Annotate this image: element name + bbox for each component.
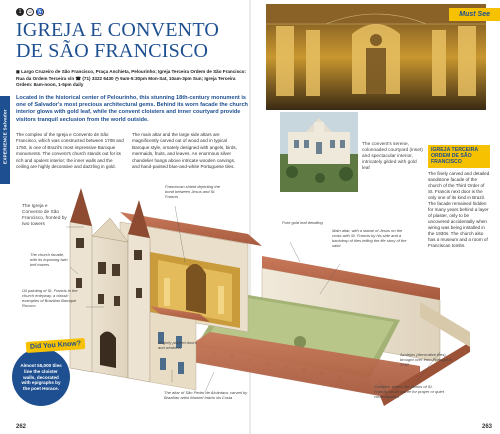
caption-shield: Franciscan shield depicting the bond between Jesus and St. Francis [165,184,220,199]
page-number-left: 262 [16,424,27,430]
page-number-right: 263 [481,424,492,430]
accessibility-icon: ♿ [36,9,44,15]
body-column-1: The complex of the Igreja e Convento de São Francisco, which was constructed between 1708 and 1750, is one of Brazil's most impressive Baroque monuments. The convent's church stands out for its rich and opulent interior; the inner walls and the ceiling are highly decorative and dazzling in gold. [16,132,124,170]
cutaway-illustration [0,182,500,412]
did-you-know-badge: Did You Know? [26,338,86,353]
info-phone: (71) 3322 6430 [82,75,114,81]
caption-gold: Pure gold leaf detailing [282,220,323,225]
body-column-2: The main altar and the large side altars are magnificently carved out of wood and in typical Baroque style, ornately designed with angels, birds, mermaids, fruits, and leaves. An enormous silver chandelier hangs above intricate wooden carvings, and hand-painted blue-and-white Portuguese tiles. [132,132,237,170]
must-see-tag: Must See [449,8,500,21]
info-block [16,69,248,89]
page-title: IGREJA E CONVENTO DE SÃO FRANCISCO [16,19,220,62]
location-icon: ◼ [16,69,20,74]
caption-main-altar: Main altar, with a statue of Jesus on the cross with St. Francis by his side and a backdrop of tiles telling the life story of the saint [332,228,407,248]
info-address: Largo Cruzeiro de São Francisco, Praça Anchieta, Pelourinho; Igreja Terceira Ordem de São Francisco: Rua da Ordem Terceira s/n [16,69,247,81]
sidebox-text: The finely carved and detailed sandstone facade of the church of the Third Order of St. Francis next door is the only one of its kind in Brazil. The facade remained hidden for many years behind a layer of plaster, only to be uncovered accidentally when wiring was being installed in the 1930s. The church also has a museum and a room of Franciscan tombs. [428,170,490,248]
title-markers [16,8,44,16]
caption-azulejos: Azulejos (decorative tiles), brought over from Portugal in 1743 [400,352,452,367]
section-tab [0,96,10,184]
did-you-know-circle [12,348,70,406]
caption-courtyard: The convent's serene, colonnaded courtyard (inset) and spectacular interior, intricately gilded with gold leaf [362,142,423,171]
caption-facade: The church facade, with its imposing twin bell towers [30,252,68,267]
caption-doors: Brightly painted doors and windows [158,340,197,350]
lead-paragraph: Located in the historical center of Pelourinho, this stunning 18th-century monument is one of Salvador's most precious architectural gems. Behind its worn facade the church interior glows with gold leaf, while the convent cloisters and inner courtyard provide visitors tranquil seclusion from the world outside. [16,95,248,123]
clock-icon: ◷ [114,75,121,81]
family-icon: ☺ [27,9,33,15]
sight-number: 1 [16,8,24,16]
caption-towers: The Igreja e Convento de São Francisco, fronted by two towers [22,204,67,227]
courtyard-inset-photo [280,112,358,192]
phone-icon: ☎ [75,75,83,81]
caption-painting: Oil painting of St. Francis in the church entryway, a classic examples of Brazilian Baroque Rococo [22,288,78,308]
caption-altar: The altar of São Pedro de Alcântara, carved by Brazilian artist Manoel Inácio da Costa [164,390,248,400]
did-you-know-text: Almost 55,000 tiles line the cloister walls, decorated with epigraphs by the poet Horace. [20,363,62,392]
info-hours: 9am-5:30pm Mon-Sat, 10am-3pm Sun; Igreja Terceira Ordem: 8am-noon, 1-5pm daily [16,75,236,88]
caption-cloisters: Cloisters, where the monks of St. Francis would gather for prayer or quiet contemplation [374,384,444,399]
sidebox-heading: IGREJA TERCEIRA ORDEM DE SÃO FRANCISCO [428,145,490,168]
section-tab-label: EXPERIENCE Salvador [2,109,8,164]
